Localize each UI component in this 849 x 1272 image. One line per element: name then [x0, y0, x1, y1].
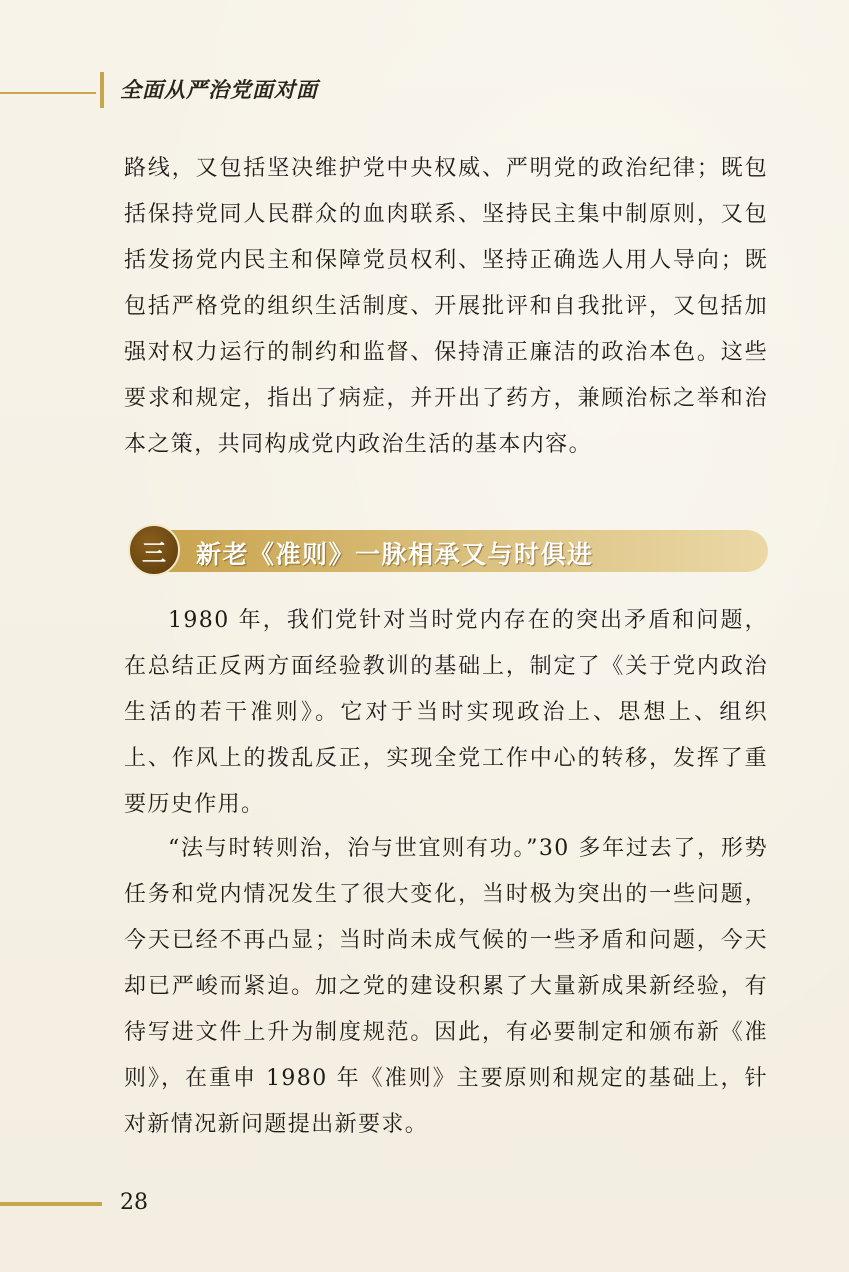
running-header-title: 全面从严治党面对面 [120, 78, 318, 102]
section-number-badge [128, 524, 180, 576]
section-heading-banner [128, 524, 768, 578]
header-rule [0, 92, 96, 94]
section-number: 三 [142, 538, 166, 567]
paragraph-3: “法与时转则治，治与世宜则有功。”30 多年过去了，形势任务和党内情况发生了很大变化，当时极为突出的一些问题，今天已经不再凸显；当时尚未成气候的一些矛盾和问题，今天却已严峻而紧迫。加之党的建设积累了大量新成果新经验，有待写进文件上升为制度规范。因此，有必要制定和颁布新《准则》，在重申 1980 年《准则》主要原则和规定的基础上，针对新情况新问题提出新要求。 [124, 836, 768, 1137]
paragraph-1: 路线，又包括坚决维护党中央权威、严明党的政治纪律；既包括保持党同人民群众的血肉联系、坚持民主集中制原则，又包括发扬党内民主和保障党员权利、坚持正确选人用人导向；既包括严格党的组织生活制度、开展批评和自我批评，又包括加强对权力运行的制约和监督、保持清正廉洁的政治本色。这些要求和规定，指出了病症，并开出了药方，兼顾治标之举和治本之策，共同构成党内政治生活的基本内容。 [124, 156, 768, 457]
page-number: 28 [120, 1190, 148, 1215]
header-accent-bar [100, 72, 104, 108]
paragraph-2: 1980 年，我们党针对当时党内存在的突出矛盾和问题，在总结正反两方面经验教训的基础上，制定了《关于党内政治生活的若干准则》。它对于当时实现政治上、思想上、组织上、作风上的拨乱反正，实现全党工作中心的转移，发挥了重要历史作用。 [124, 608, 768, 817]
section-title: 新老《准则》一脉相承又与时俱进 [196, 540, 594, 569]
footer-rule [0, 1202, 102, 1206]
